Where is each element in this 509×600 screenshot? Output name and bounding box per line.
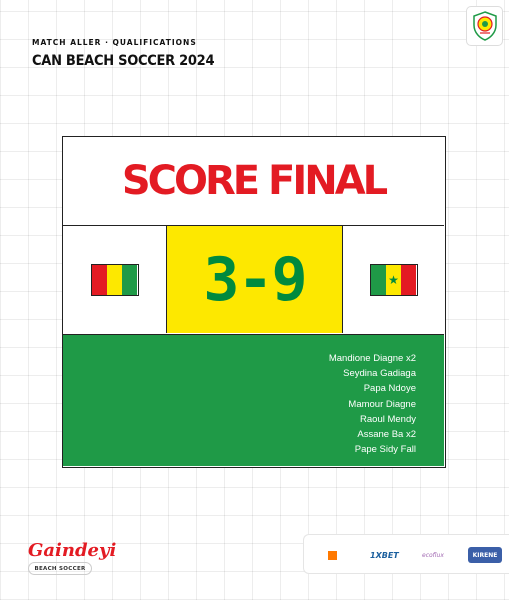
scorer-item: Seydina Gadiaga	[343, 368, 416, 380]
final-score: 3-9	[203, 244, 306, 315]
kirene-logo: KIRENE	[468, 547, 502, 563]
senegal-federation-crest-icon	[472, 11, 498, 41]
federation-badge	[466, 6, 503, 46]
xbet-sponsor: 1XBET	[370, 550, 399, 560]
scorers-panel	[63, 335, 444, 466]
ecoflux-sponsor: ecoflux	[422, 551, 444, 559]
scorer-item: Assane Ba x2	[357, 429, 416, 441]
guinea-flag-icon	[91, 264, 139, 296]
scorers-list	[329, 351, 416, 457]
orange-sponsor	[324, 535, 340, 575]
beach-soccer-tag: BEACH SOCCER	[28, 562, 92, 575]
scorer-item: Papa Ndoye	[363, 383, 416, 395]
gaindeyi-logo: Gaindeyi	[28, 540, 117, 561]
competition-title: CAN BEACH SOCCER 2024	[32, 53, 215, 69]
home-team-cell	[63, 226, 167, 333]
sponsor-bar	[303, 534, 509, 574]
scorer-item: Raoul Mendy	[360, 413, 416, 425]
gaindeyi-logo-block	[28, 540, 116, 575]
scorer-item: Mandione Diagne x2	[328, 353, 416, 364]
score-card	[62, 136, 446, 468]
senegal-flag-icon	[370, 264, 418, 296]
away-team-cell	[343, 226, 444, 333]
orange-logo-icon	[328, 551, 337, 560]
scorer-item: Mamour Diagne	[348, 398, 416, 410]
score-final-title: SCORE FINAL	[121, 158, 386, 204]
score-cell	[167, 226, 343, 333]
kirene-sponsor	[468, 535, 502, 575]
star-icon: ★	[388, 272, 399, 287]
header	[32, 38, 214, 69]
scorer-item: Pape Sidy Fall	[354, 444, 416, 456]
match-subtitle: MATCH ALLER · QUALIFICATIONS	[32, 38, 197, 47]
score-row	[63, 225, 444, 335]
